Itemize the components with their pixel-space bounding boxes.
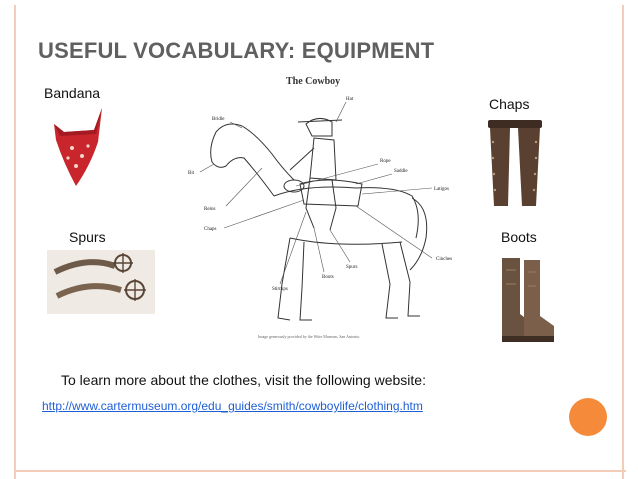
accent-dot xyxy=(569,398,607,436)
spurs-label: Spurs xyxy=(69,229,106,245)
part-reins: Reins xyxy=(204,207,216,212)
part-bit: Bit xyxy=(188,171,195,176)
diagram-title: The Cowboy xyxy=(286,76,341,87)
part-stirrups: Stirrups xyxy=(272,287,288,292)
chaps-label: Chaps xyxy=(489,96,530,112)
part-latigos: Latigos xyxy=(434,187,449,192)
part-cinches: Cinches xyxy=(436,257,453,262)
part-rope: Rope xyxy=(380,159,391,164)
part-chaps: Chaps xyxy=(204,227,217,232)
boots-label: Boots xyxy=(501,229,537,245)
part-hat: Hat xyxy=(346,97,354,102)
bandana-image xyxy=(50,106,106,188)
part-saddle: Saddle xyxy=(394,169,408,174)
spurs-image xyxy=(47,250,155,314)
bandana-label: Bandana xyxy=(44,85,101,101)
slide-frame-bottom xyxy=(14,470,626,472)
cowboy-diagram xyxy=(186,88,468,336)
slide-title: USEFUL VOCABULARY: EQUIPMENT xyxy=(38,38,435,63)
diagram-credit: Image generously provided by the Witte Museum, San Antonio. xyxy=(258,334,361,339)
chaps-image xyxy=(484,118,546,208)
clothing-website-link[interactable]: http://www.cartermuseum.org/edu_guides/smith/cowboylife/clothing.htm xyxy=(42,399,423,413)
part-spurs: Spurs xyxy=(346,265,358,270)
part-bridle: Bridle xyxy=(212,117,225,122)
part-boots: Boots xyxy=(322,275,334,280)
more-info-note: To learn more about the clothes, visit the following website: xyxy=(61,372,426,388)
boots-image xyxy=(496,256,560,344)
